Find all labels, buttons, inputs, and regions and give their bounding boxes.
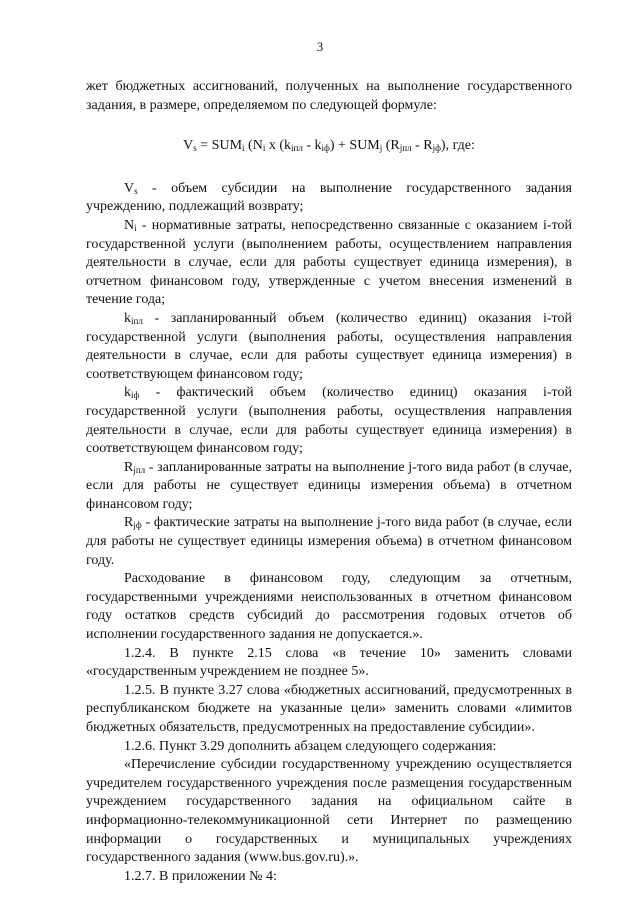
paragraph-1-2-5: 1.2.5. В пункте 3.27 слова «бюджетных ассигнований, предусмотренных в республиканском бюджете на указанные цели» заменить словами «лимитов бюджетных обязательств, предусмотренных на предоставление субсидии».	[86, 682, 572, 735]
paragraph-quote: «Перечисление субсидии государственному учреждению осуществляется учредителем государственного учреждения после размещения государственным учреждением государственного задания на официальном сайте в информационно-телекоммуникационной сети Интернет по размещению информации о государственных и муниципальных учреждениях государственного задания (www.bus.gov.ru).».	[86, 757, 572, 866]
definition-rjf: $R_{jф}$ - фактические затраты на выполнение j-того вида работ (в случае, если для работы не существует единицы измерения объема) в отчетном финансовом году.	[86, 515, 572, 568]
definition-ni: $N_i$ - нормативные затраты, непосредственно связанные с оказанием i-той государственной услуги (выполнением работы, осуществлением направления деятельности в случае, если для работы существует единица измерения), в отчетном финансовом году, утвержденные с учетом внесения изменений в течение года;	[86, 217, 572, 308]
page-number: 3	[316, 39, 324, 54]
definition-vs: $V_s$ - объем субсидии на выполнение государственного задания учреждению, подлежащий возврату;	[86, 180, 572, 215]
paragraph-spending: Расходование в финансовом году, следующим за отчетным, государственными учреждениями неиспользованных в отчетном финансовом году остатков средств субсидий до рассмотрения годовых отчетов об исполнении государственного задания не допускается.».	[86, 571, 572, 643]
definition-rjpl: $R_{jпл}$ - запланированные затраты на выполнение j-того вида работ (в случае, если для работы не существует единицы измерения объема) в отчетном финансовом году;	[86, 459, 572, 512]
paragraph-1-2-6: 1.2.6. Пункт 3.29 дополнить абзацем следующего содержания:	[124, 738, 497, 754]
formula: $V_s = SUM_i$ ($N_i$ x $(k_{iпл} - k_{iф}) + SUM_j$ $(R_{jпл} - R_{jф})$, где:	[183, 138, 475, 154]
definition-kipl: $k_{iпл}$ - запланированный объем (количество единиц) оказания i-той государственной услуги (выполнения работы, осуществления направления деятельности в случае, если для работы существует единица измерения) в соответствующем финансовом году;	[86, 310, 572, 382]
paragraph-1-2-7: 1.2.7. В приложении № 4:	[124, 868, 277, 884]
document-body	[86, 78, 572, 886]
intro-paragraph: жет бюджетных ассигнований, полученных на выполнение государственного задания, в размере, определяемом по следующей формуле:	[86, 79, 572, 113]
paragraph-1-2-4: 1.2.4. В пункте 2.15 слова «в течение 10» заменить словами «государственным учреждением не позднее 5».	[86, 645, 572, 680]
definition-kif: $k_{iф}$ - фактический объем (количество единиц) оказания i-той государственной услуги (выполнения работы, осуществления направления деятельности в случае, если для работы существует единица измерения) в соответствующем финансовом году;	[86, 385, 572, 457]
